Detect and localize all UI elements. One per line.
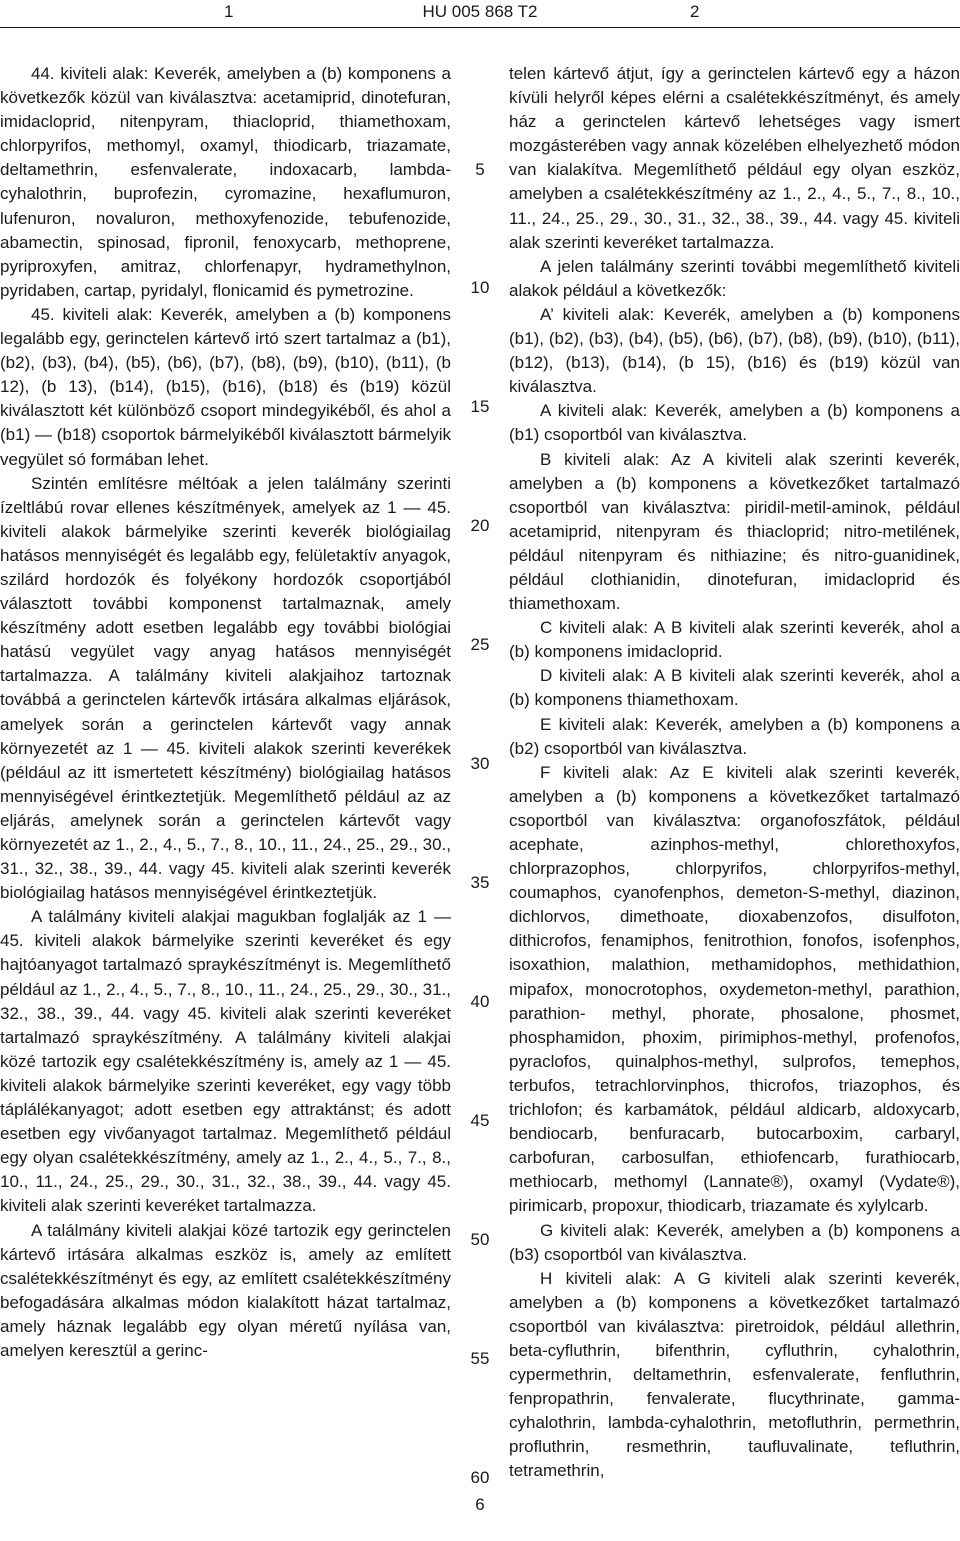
line-number: 60 [470, 1468, 490, 1487]
paragraph: G kiviteli alak: Keverék, amelyben a (b) komponens a (b3) csoportból van kiválasztva. [509, 1220, 960, 1264]
header-left-page-number: 1 [224, 2, 234, 21]
header-right-page-number: 2 [690, 2, 700, 21]
line-number: 5 [475, 160, 485, 179]
paragraph: A jelen találmány szerinti további megemlíthető kiviteli alakok például a következők: [509, 256, 960, 300]
paragraph: A találmány kiviteli alakjai közé tartozik egy gerinctelen kártevő irtására alkalmas eszköz is, amely az említett csalétekkészítményt és egy, az említett csalétekkészítmény befogadására alkalmas módon kialakított házat tartalmaz, amely háznak legalább egy olyan méretű nyílása van, amelyen keresztül a gerinc- [0, 1220, 451, 1360]
right-text-column [509, 62, 960, 1484]
line-number: 40 [470, 992, 490, 1011]
line-number: 20 [470, 516, 490, 535]
line-number: 30 [470, 754, 490, 773]
paragraph: 45. kiviteli alak: Keverék, amelyben a (b) komponens legalább egy, gerinctelen kártevő irtó szert tartalmaz a (b1), (b2), (b3), (b4), (b5), (b6), (b7), (b8), (b9), (b10), (b11), (b 12), (b 13), (b14), (b15), (b16), (b18) és (b19) közül kiválasztott két különböző csoport mindegyikéből, és ahol a (b1) — (b18) csoportok bármelyikéből kiválasztott bármelyik vegyület só formában lehet. [0, 304, 451, 469]
paragraph: A kiviteli alak: Keverék, amelyben a (b) komponens a (b1) csoportból van kiválasztva. [509, 401, 960, 445]
paragraph: telen kártevő átjut, így a gerinctelen kártevő egy a házon kívüli helyről képes elérni a csalétekkészítményt, és amely ház a gerinctelen kártevő lehetséges vagy ismert mozgásterében vagy annak közelében elhelyezhető módon van kialakítva. Megemlíthető például egy olyan eszköz, amelyben a csalétekkészítmény az 1., 2., 4., 5., 7., 8., 10., 11., 24., 25., 29., 30., 31., 32., 38., 39., 44. vagy 45. kiviteli alak szerinti keveréket tartalmazza. [509, 64, 960, 252]
line-number: 55 [470, 1349, 490, 1368]
paragraph: A’ kiviteli alak: Keverék, amelyben a (b) komponens (b1), (b2), (b3), (b4), (b5), (b6), (b7), (b8), (b9), (b10), (b11), (b12), (b13), (b14), (b 15), (b16) és (b19) közül van kiválasztva. [509, 304, 960, 397]
paragraph: Szintén említésre méltóak a jelen találmány szerinti ízeltlábú rovar ellenes készítmények, amelyek az 1 — 45. kiviteli alakok bármelyike szerinti keverék biológiailag hatásos mennyiségét és legalább egy, felületaktív anyagok, szilárd hordozók és folyékony hordozók csoportjából választott további komponenst tartalmaznak, amely készítmény adott esetben legalább egy további biológiai hatású vegyület vagy anyag hatásos mennyiségét tartalmazza. A találmány kiviteli alakjaihoz tartoznak továbbá a gerinctelen kártevők irtására alkalmas eljárások, amelyek során a gerinctelen kártevőt vagy annak környezetét az 1 — 45. kiviteli alakok szerinti keverékek (például az itt ismertetett készítmény) biológiailag hatásos mennyiségével érintkeztetjük. Megemlíthető például az az eljárás, amelynek során a gerinctelen kártevőt vagy környezetét az 1., 2., 4., 5., 7., 8., 10., 11., 24., 25., 29., 30., 31., 32., 38., 39., 44. vagy 45. kiviteli alak szerinti keverék biológiailag hatásos mennyiségével érintkeztetjük. [0, 473, 451, 903]
paragraph: B kiviteli alak: Az A kiviteli alak szerinti keverék, amelyben a (b) komponens a következőket tartalmazó csoportból van kiválasztva: piridil-metil-aminok, például acetamiprid, nitenpyram és thiacloprid; nitro-metilének, például nitenpyram és nithiazine; és nitro-guanidinek, például clothianidin, dinotefuran, imidacloprid és thiamethoxam. [509, 449, 960, 614]
line-number: 15 [470, 397, 490, 416]
line-number: 35 [470, 873, 490, 892]
line-number: 45 [470, 1111, 490, 1130]
paragraph: 44. kiviteli alak: Keverék, amelyben a (b) komponens a következők közül van kiválasztva: acetamiprid, dinotefuran, imidacloprid, nitenpyram, thiacloprid, thiamethoxam, chlorpyrifos, methomyl, oxamyl, thiodicarb, triazamate, deltamethrin, esfenvalerate, indoxacarb, lambda-cyhalothrin, buprofezin, cyromazine, hexaflumuron, lufenuron, novaluron, methoxyfenozide, tebufenozide, abamectin, spinosad, fipronil, fenoxycarb, methoprene, pyriproxyfen, amitraz, chlorfenapyr, hydramethylnon, pyridaben, cartap, pyridalyl, flonicamid és pymetrozine. [0, 64, 451, 300]
line-number: 10 [470, 278, 490, 297]
line-number: 25 [470, 635, 490, 654]
paragraph: H kiviteli alak: A G kiviteli alak szerinti keverék, amelyben a (b) komponens a következőket tartalmazó csoportból van kiválasztva: piretroidok, például allethrin, beta-cyfluthrin, bifenthrin, cyfluthrin, cyhalothrin, cypermethrin, deltamethrin, esfenvalerate, fenfluthrin, fenpropathrin, fenvalerate, flucythrinate, gamma-cyhalothrin, lambda-cyhalothrin, metofluthrin, permethrin, profluthrin, resmethrin, taufluvalinate, tefluthrin, tetramethrin, [509, 1268, 960, 1481]
paragraph: C kiviteli alak: A B kiviteli alak szerinti keverék, ahol a (b) komponens imidacloprid. [509, 618, 960, 662]
paragraph: E kiviteli alak: Keverék, amelyben a (b) komponens a (b2) csoportból van kiválasztva. [509, 714, 960, 758]
line-number: 50 [470, 1230, 490, 1249]
line-number-gutter [462, 0, 498, 1541]
paragraph: A találmány kiviteli alakjai magukban foglalják az 1 — 45. kiviteli alakok bármelyike szerinti keveréket és egy hajtóanyagot tartalmazó spraykészítményt is. Megemlíthető például az 1., 2., 4., 5., 7., 8., 10., 11., 24., 25., 29., 30., 31., 32., 38., 39., 44. vagy 45. kiviteli alak szerinti keveréket tartalmazó spraykészítmény. A találmány kiviteli alakjai közé tartozik egy csalétekkészítmény is, amely az 1 — 45. kiviteli alakok bármelyike szerinti keveréket, egy vagy több táplálékanyagot; adott esetben egy attraktánst; és adott esetben egy vivőanyagot tartalmaz. Megemlíthető például egy olyan csalétekkészítmény, amely az 1., 2., 4., 5., 7., 8., 10., 11., 24., 25., 29., 30., 31., 32., 38., 39., 44. vagy 45. kiviteli alak szerinti keveréket tartalmazza. [0, 907, 451, 1216]
paragraph: F kiviteli alak: Az E kiviteli alak szerinti keverék, amelyben a (b) komponens a következőket tartalmazó csoportból van kiválasztva: organofoszfátok, például acephate, azinphos-methyl, chlorethoxyfos, chlorprazophos, chlorpyrifos, chlorpyrifos-methyl, coumaphos, cyanofenphos, demeton-S-methyl, diazinon, dichlorvos, dimethoate, dioxabenzofos, disulfoton, dithicrofos, fenamiphos, fenitrothion, fonofos, isofenphos, isoxathion, malathion, methamidophos, methidathion, mipafox, monocrotophos, oxydemeton-methyl, parathion, parathion- methyl, phorate, phosalone, phosmet, phosphamidon, phoxim, pirimiphos-methyl, profenofos, pyraclofos, quinalphos-methyl, sulprofos, temephos, terbufos, tetrachlorvinphos, thicrofos, triazophos, és trichlofon; és karbamátok, például aldicarb, aldoxycarb, bendiocarb, benfuracarb, butocarboxim, carbaryl, carbofuran, carbosulfan, ethiofencarb, furathiocarb, methiocarb, methomyl (Lannate®), oxamyl (Vydate®), pirimicarb, propoxur, thiodicarb, triazamate és xylylcarb. [509, 762, 960, 1216]
left-text-column [0, 62, 451, 1363]
header-patent-number: HU 005 868 T2 [422, 2, 538, 21]
footer-page-number: 6 [475, 1495, 485, 1514]
paragraph: D kiviteli alak: A B kiviteli alak szerinti keverék, ahol a (b) komponens thiamethoxam. [509, 666, 960, 710]
